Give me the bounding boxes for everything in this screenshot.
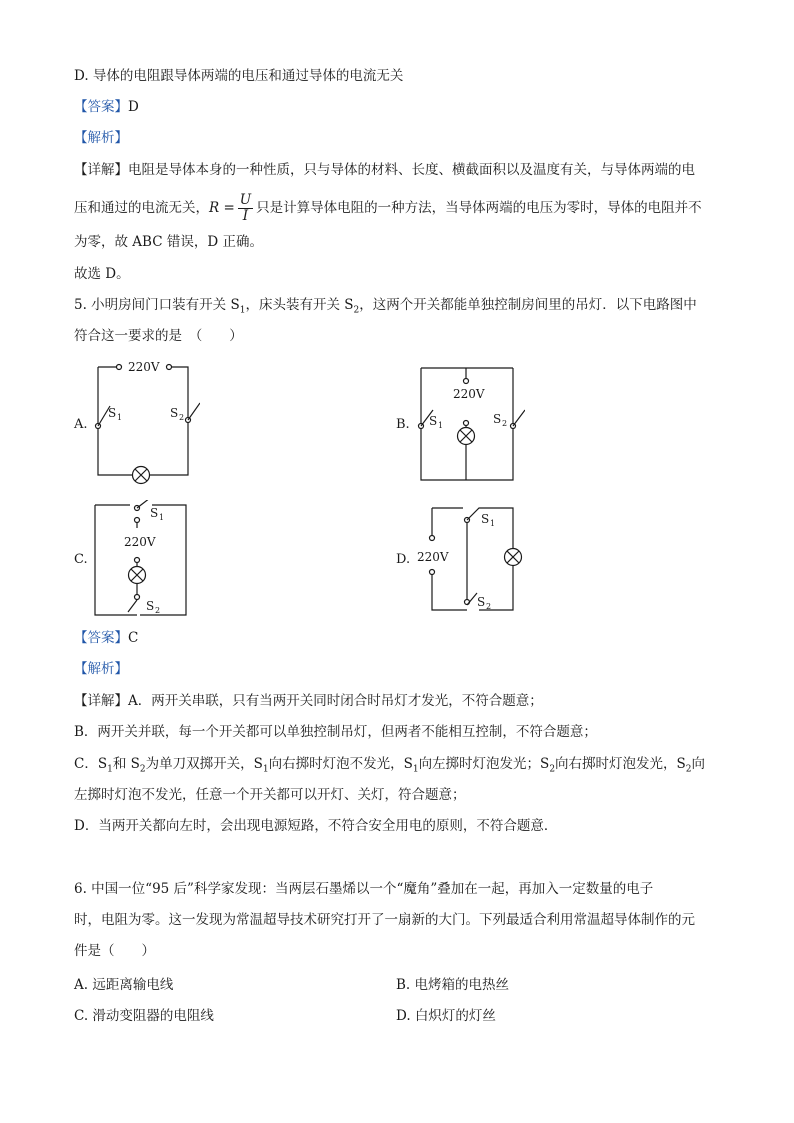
q4-answer [74, 97, 139, 117]
svg-text:220V: 220V [124, 535, 156, 549]
q6-stem-line3: 件是（ ） [74, 943, 155, 959]
svg-text:S: S [429, 414, 438, 428]
circuit-diagram-a [90, 355, 200, 490]
svg-text:S: S [493, 412, 502, 426]
answer-value: C [128, 630, 139, 646]
svg-text:1: 1 [438, 421, 444, 430]
svg-text:S: S [170, 406, 179, 420]
q5-analysis-tag: 【解析】 [74, 661, 128, 677]
svg-text:1: 1 [117, 413, 123, 422]
q5-detail-c-line1: C．$S_1$和 $S_2$为单刀双掷开关，$S_1$向右掷时灯泡不发光，$S_1$向左掷时灯泡发光；$S_2$向右掷时灯泡发光，$S_2$向 [74, 756, 706, 775]
voltage-label: 220V [128, 360, 160, 374]
option-a-label: A. [74, 417, 88, 432]
svg-text:S: S [481, 512, 490, 526]
svg-text:S: S [477, 595, 486, 609]
q4-detail-line1: 【详解】电阻是导体本身的一种性质，只与导体的材料、长度、横截面积以及温度有关，与导体两端的电 [74, 162, 695, 178]
q5-detail-a: 【详解】A．两开关串联，只有当两开关同时闭合时吊灯才发光，不符合题意； [74, 693, 543, 709]
svg-text:S: S [108, 406, 117, 420]
detail-tag: 【详解】 [74, 162, 128, 178]
q4-detail-line2: 压和通过的电流无关，R = $\frac{U}{I}$ 只是计算导体电阻的一种方法，当导体两端的电压为零时，导体的电阻并不 [74, 192, 702, 224]
q6-option-a: A. 远距离输电线 [74, 977, 174, 993]
q6-stem-line2: 时，电阻为零。这一发现为常温超导技术研究打开了一扇新的大门。下列最适合利用常温超导体制作的元 [74, 912, 695, 928]
answer-tag: 【答案】 [74, 99, 128, 115]
q5-detail-d: D．当两开关都向左时，会出现电源短路，不符合安全用电的原则，不符合题意． [74, 818, 558, 834]
option-b-label: B. [396, 417, 410, 432]
svg-text:220V: 220V [453, 387, 485, 401]
svg-text:S: S [146, 599, 155, 613]
formula-fraction: $\frac{U}{I}$ [239, 192, 252, 224]
q4-conclusion: 故选 D。 [74, 266, 130, 282]
formula-lhs: R = [209, 200, 235, 216]
q5-answer [74, 628, 138, 648]
svg-text:2: 2 [155, 606, 161, 615]
svg-text:2: 2 [179, 413, 185, 422]
svg-text:2: 2 [502, 419, 508, 428]
q4-detail-line3: 为零，故 ABC 错误，D 正确。 [74, 234, 263, 250]
svg-text:1: 1 [490, 519, 496, 528]
answer-value: D [128, 99, 139, 115]
circuit-diagram-b [415, 365, 525, 485]
q5-stem-line1: 5. 小明房间门口装有开关 $S_1$，床头装有开关 $S_2$，这两个开关都能单独控制房间里的吊灯．以下电路图中 [74, 297, 697, 316]
svg-text:1: 1 [159, 513, 165, 522]
circuit-diagram-c [90, 500, 200, 620]
q6-option-b: B. 电烤箱的电热丝 [396, 977, 510, 993]
option-d-label: D. [396, 552, 411, 567]
q5-detail-c-line2: 左掷时灯泡不发光，任意一个开关都可以开灯、关灯，符合题意； [74, 787, 466, 803]
detail-tag: 【详解】 [74, 693, 128, 709]
svg-text:220V: 220V [417, 550, 449, 564]
q5-stem-line2: 符合这一要求的是 （ ） [74, 328, 243, 344]
q5-detail-b: B．两开关并联，每一个开关都可以单独控制吊灯，但两者不能相互控制，不符合题意； [74, 724, 597, 740]
circuit-diagram-d [415, 505, 525, 615]
option-c-label: C. [74, 552, 88, 567]
answer-tag: 【答案】 [74, 630, 128, 646]
q4-analysis-tag: 【解析】 [74, 130, 128, 146]
q6-option-c: C. 滑动变阻器的电阻线 [74, 1008, 214, 1024]
q6-option-d: D. 白炽灯的灯丝 [396, 1008, 496, 1024]
q4-option-d: D. 导体的电阻跟导体两端的电压和通过导体的电流无关 [74, 68, 404, 84]
svg-text:2: 2 [486, 602, 492, 611]
svg-text:S: S [150, 506, 159, 520]
q6-stem-line1: 6. 中国一位“95 后”科学家发现：当两层石墨烯以一个“魔角”叠加在一起，再加入一定数量的电子 [74, 881, 654, 897]
